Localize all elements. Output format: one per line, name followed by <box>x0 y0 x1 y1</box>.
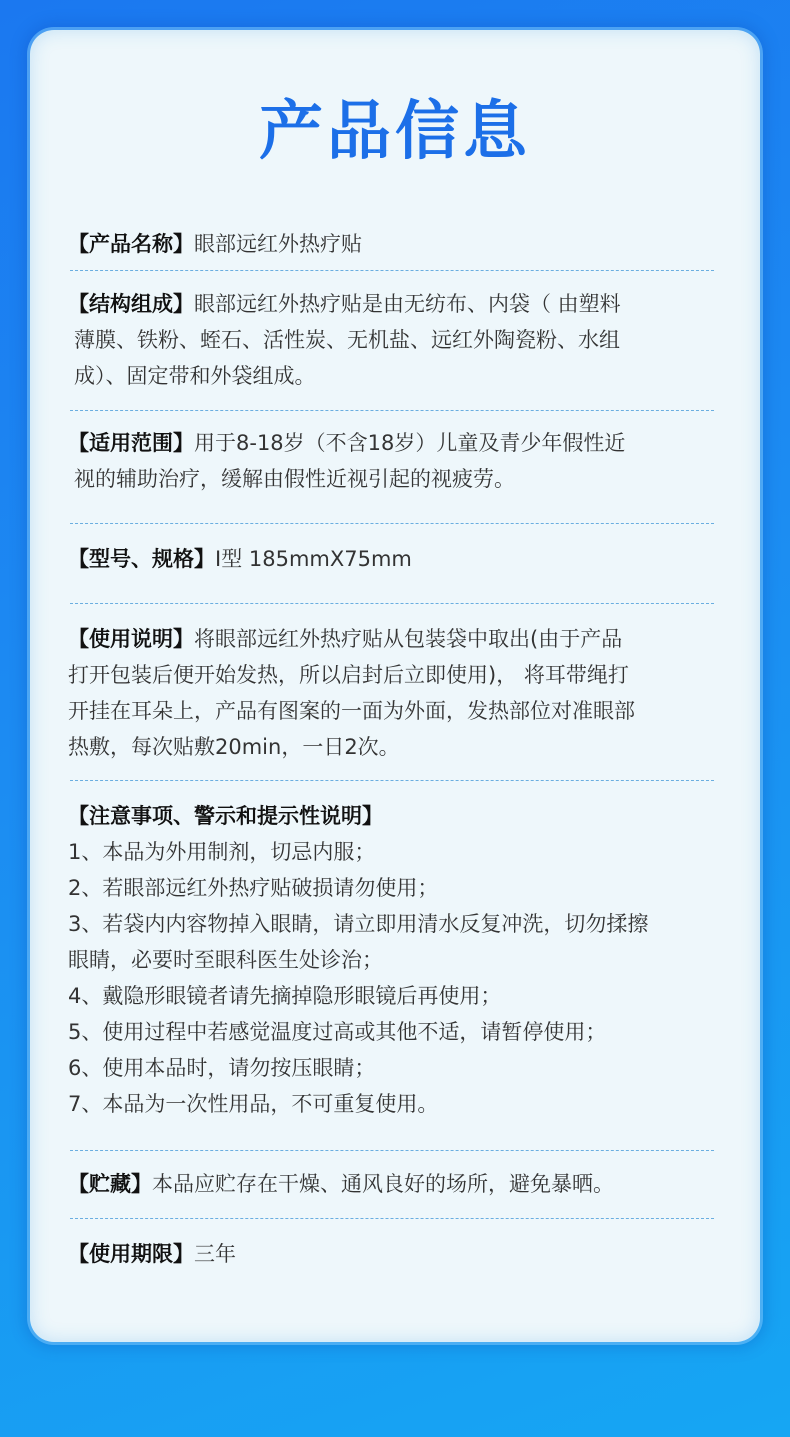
scope-line-1: 用于8-18岁（不含18岁）儿童及青少年假性近 <box>194 431 626 455</box>
note-item: 6、使用本品时，请勿按压眼睛； <box>68 1056 376 1080</box>
divider <box>70 1218 714 1219</box>
composition-line-2: 薄膜、铁粉、蛭石、活性炭、无机盐、远红外陶瓷粉、水组 <box>74 328 620 352</box>
notes-section <box>68 798 728 1122</box>
usage-line-3: 开挂在耳朵上，产品有图案的一面为外面，发热部位对准眼部 <box>68 699 635 723</box>
scope-label: 【适用范围】 <box>68 431 194 455</box>
usage-label: 【使用说明】 <box>68 627 194 651</box>
product-name-value: 眼部远红外热疗贴 <box>194 232 362 256</box>
model-value: I型 185mmX75mm <box>215 547 412 571</box>
scope-section <box>68 425 728 497</box>
divider <box>70 780 714 781</box>
scope-line-2: 视的辅助治疗，缓解由假性近视引起的视疲劳。 <box>74 467 515 491</box>
composition-label: 【结构组成】 <box>68 292 194 316</box>
storage-value: 本品应贮存在干燥、通风良好的场所，避免暴晒。 <box>152 1172 614 1196</box>
note-item: 2、若眼部远红外热疗贴破损请勿使用； <box>68 876 439 900</box>
usage-section <box>68 621 728 765</box>
note-item: 1、本品为外用制剂，切忌内服； <box>68 840 376 864</box>
shelf-life-row <box>68 1236 728 1272</box>
composition-line-1: 眼部远红外热疗贴是由无纺布、内袋（ 由塑料 <box>194 292 621 316</box>
storage-label: 【贮藏】 <box>68 1172 152 1196</box>
note-item: 7、本品为一次性用品，不可重复使用。 <box>68 1092 439 1116</box>
storage-row <box>68 1166 728 1202</box>
usage-line-1: 将眼部远红外热疗贴从包装袋中取出(由于产品 <box>194 627 623 651</box>
shelf-life-label: 【使用期限】 <box>68 1242 194 1266</box>
note-item: 5、使用过程中若感觉温度过高或其他不适，请暂停使用； <box>68 1020 607 1044</box>
model-label: 【型号、规格】 <box>68 547 215 571</box>
notes-label: 【注意事项、警示和提示性说明】 <box>68 804 383 828</box>
product-name-row <box>68 226 728 262</box>
composition-section <box>68 286 728 394</box>
shelf-life-value: 三年 <box>194 1242 236 1266</box>
model-row <box>68 541 728 577</box>
usage-line-2: 打开包装后便开始发热，所以启封后立即使用)， 将耳带绳打 <box>68 663 629 687</box>
divider <box>70 1150 714 1151</box>
page-title: 产品信息 <box>259 95 531 169</box>
composition-line-3: 成）、固定带和外袋组成。 <box>74 364 316 388</box>
note-item: 3、若袋内内容物掉入眼睛，请立即用清水反复冲洗，切勿揉擦 <box>68 912 649 936</box>
divider <box>70 603 714 604</box>
usage-line-4: 热敷，每次贴敷20min，一日2次。 <box>68 735 400 759</box>
product-name-label: 【产品名称】 <box>68 232 194 256</box>
note-item: 眼睛，必要时至眼科医生处诊治； <box>68 948 383 972</box>
divider <box>70 270 714 271</box>
note-item: 4、戴隐形眼镜者请先摘掉隐形眼镜后再使用； <box>68 984 502 1008</box>
divider <box>70 523 714 524</box>
divider <box>70 410 714 411</box>
